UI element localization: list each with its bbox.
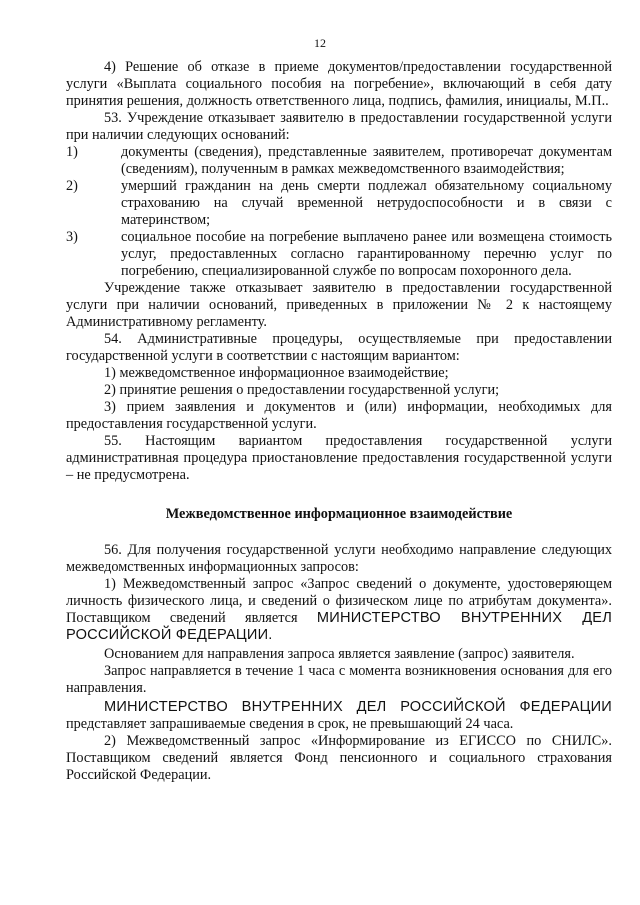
paragraph-also-refuses: Учреждение также отказывает заявителю в предоставлении государственной услуги при наличии оснований, приведенных в приложении № 2 к настоящему Административному регламенту. xyxy=(66,280,612,330)
section-heading: Межведомственное информационное взаимодействие xyxy=(165,506,513,522)
page-number: 12 xyxy=(314,36,326,50)
paragraph-54: 54. Административные процедуры, осуществляемые при предоставлении государственной услуги в соответствии с настоящим вариантом: xyxy=(66,331,612,364)
document-body xyxy=(66,59,612,784)
ministry-name: МИНИСТЕРСТВО ВНУТРЕННИХ ДЕЛ РОССИЙСКОЙ ФЕДЕРАЦИИ xyxy=(104,699,612,715)
request-1 xyxy=(66,576,612,644)
list-item xyxy=(66,178,612,229)
list-item xyxy=(66,144,612,178)
request-2: 2) Межведомственный запрос «Информирование из ЕГИССО по СНИЛС». Поставщиком сведений является Фонд пенсионного и социального страхования Российской Федерации. xyxy=(66,733,612,783)
paragraph-56: 56. Для получения государственной услуги необходимо направление следующих межведомственных информационных запросов: xyxy=(66,542,612,575)
list-item-text: документы (сведения), представленные заявителем, противоречат документам (сведениям), полученным в рамках межведомственного взаимодействия; xyxy=(121,144,612,177)
list-item-text: умерший гражданин на день смерти подлежал обязательному социальному страхованию на случай временной нетрудоспособности и в связи с материнством; xyxy=(121,178,612,228)
paragraph-ministry-provides xyxy=(66,699,612,733)
paragraph-timing: Запрос направляется в течение 1 часа с момента возникновения основания для его направления. xyxy=(66,663,612,696)
request-1-text: 1) Межведомственный запрос «Запрос сведений о документе, удостоверяющем личность физического лица, и сведений о физическом лице по атрибутам документа». Поставщиком сведений является xyxy=(66,576,612,626)
list-item xyxy=(66,229,612,280)
procedure-item: 3) прием заявления и документов и (или) информации, необходимых для предоставления государственной услуги. xyxy=(66,399,612,432)
paragraph-55: 55. Настоящим вариантом предоставления государственной услуги административная процедура приостановление предоставления государственной услуги – не предусмотрена. xyxy=(66,433,612,483)
ministry-name: МИНИСТЕРСТВО ВНУТРЕННИХ ДЕЛ РОССИЙСКОЙ ФЕДЕРАЦИИ. xyxy=(66,610,612,643)
procedure-item: 1) межведомственное информационное взаимодействие; xyxy=(104,365,449,381)
paragraph-53: 53. Учреждение отказывает заявителю в предоставлении государственной услуги при наличии следующих оснований: xyxy=(66,110,612,143)
list-item-number: 1) xyxy=(66,144,78,160)
paragraph-basis: Основанием для направления запроса является заявление (запрос) заявителя. xyxy=(104,646,575,662)
list-item-text: социальное пособие на погребение выплачено ранее или возмещена стоимость услуг, предоставленных согласно гарантированному перечню услуг по погребению, специализированной службе по вопросам похоронного дела. xyxy=(121,229,612,279)
list-item-number: 3) xyxy=(66,229,78,245)
grounds-list xyxy=(66,144,612,280)
paragraph-item-4: 4) Решение об отказе в приеме документов/предоставлении государственной услуги «Выплата социального пособия на погребение», включающий в себя дату принятия решения, должность ответственного лица, подпись, фамилия, инициалы, М.П.. xyxy=(66,59,612,109)
procedure-item: 2) принятие решения о предоставлении государственной услуги; xyxy=(104,382,500,398)
list-item-number: 2) xyxy=(66,178,78,194)
ministry-provides-text: представляет запрашиваемые сведения в срок, не превышающий 24 часа. xyxy=(66,716,514,732)
